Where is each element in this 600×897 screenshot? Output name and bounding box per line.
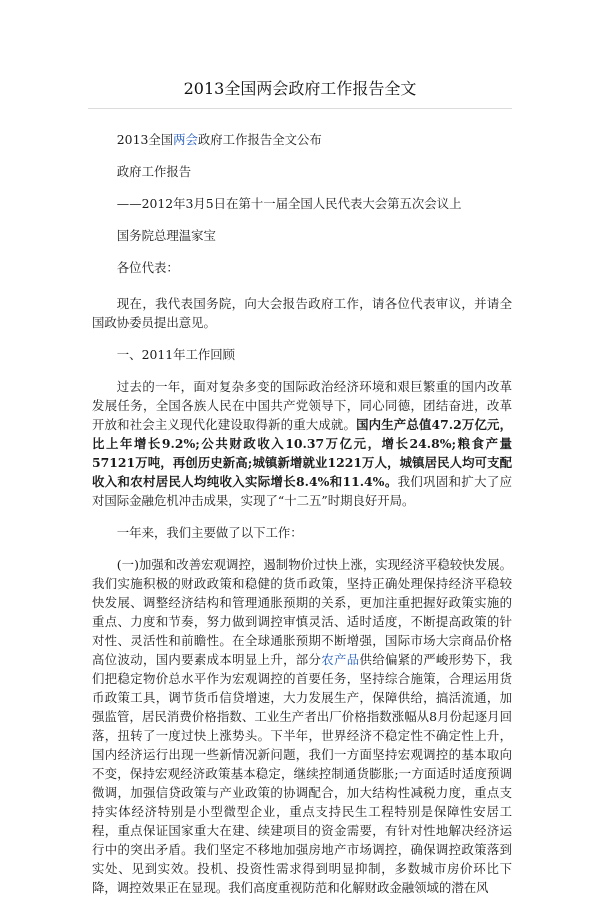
paragraph-announcement bbox=[92, 130, 512, 149]
review-text-c: 我们巩固和扩大了应对国际金融危机冲击成果，实现了“十二五”时期良好开局。 bbox=[92, 474, 512, 508]
macro-text-b: 供给偏紧的严峻形势下，我们把稳定物价总水平作为宏观调控的首要任务，坚持综合施策，合理运用货币政策工具，调节货币信贷增速，大力发展生产，保障供给，搞活流通，加强监管，居民消费价格指数、工业生产者出厂价格指数涨幅从8月份起逐月回落，扭转了一度过快上涨势头。下半年，世界经济不稳定性不确定性上升，国内经济运行出现一些新情况新问题，我们一方面坚持宏观调控的基本取向不变，保持宏观经济政策基本稳定，继续控制通货膨胀;一方面适时适度预调微调，加强信贷政策与产业政策的协调配合，加大结构性减税力度，重点支持实体经济特别是小型微型企业，重点支持民生工程特别是保障性安居工程，重点保证国家重大在建、续建项目的资金需要，有针对性地解决经济运行中的突出矛盾。我们坚定不移地加强房地产市场调控，确保调控政策落到实处、见到实效。投机、投资性需求得到明显抑制，多数城市房价环比下降，调控效果正在显现。我们高度重视防范和化解财政金融领域的潜在风 bbox=[92, 652, 513, 895]
macro-text-a: (一)加强和改善宏观调控，遏制物价过快上涨，实现经济平稳较快发展。我们实施积极的财政政策和稳健的货币政策，坚持正确处理保持经济平稳较快发展、调整经济结构和管理通胀预期的关系，更加注重把握好政策实施的重点、力度和节奏，努力做到调控审慎灵活、适时适度，不断提高政策的针对性、灵活性和前瞻性。在全球通胀预期不断增强，国际市场大宗商品价格高位波动，国内要素成本明显上升，部分 bbox=[92, 557, 512, 667]
announcement-text-post: 政府工作报告全文公布 bbox=[197, 132, 322, 147]
title-divider bbox=[88, 108, 512, 109]
paragraph-work-intro: 一年来，我们主要做了以下工作： bbox=[116, 525, 303, 540]
paragraph-salutation: 各位代表： bbox=[116, 260, 179, 275]
paragraph-macro-control bbox=[92, 555, 512, 897]
paragraph-intro: 现在，我代表国务院，向大会报告政府工作，请各位代表审议，并请全国政协委员提出意见。 bbox=[92, 296, 512, 330]
paragraph-speaker: 国务院总理温家宝 bbox=[116, 228, 216, 243]
announcement-text-pre: 2013全国 bbox=[116, 132, 174, 147]
document-title: 2013全国两会政府工作报告全文 bbox=[183, 79, 417, 98]
review-text-a: 过去的一年，面对复杂多变的国际政治经济环境和艰巨繁重的国内改革发展任务，全国各族人民在中国共产党领导下，同心同德，团结奋进，改革开放和社会主义现代化建设取得新的重大成就。 bbox=[92, 379, 512, 432]
document-body bbox=[92, 130, 512, 897]
paragraph-review bbox=[92, 377, 512, 510]
paragraph-report-title: 政府工作报告 bbox=[116, 164, 192, 179]
review-stats: 国内生产总值47.2万亿元，比上年增长9.2%;公共财政收入10.37万亿元，增长24.8%;粮食产量57121万吨，再创历史新高;城镇新增就业1221万人，城镇居民人均可支配收入和农村居民人均纯收入实际增长8.4%和11.4%。 bbox=[92, 417, 513, 489]
agri-products-link[interactable]: 农产品 bbox=[321, 652, 360, 667]
paragraph-section-heading: 一、2011年工作回顾 bbox=[116, 347, 236, 362]
paragraph-occasion: ——2012年3月5日在第十一届全国人民代表大会第五次会议上 bbox=[116, 196, 462, 211]
lianghui-link[interactable]: 两会 bbox=[173, 132, 198, 147]
